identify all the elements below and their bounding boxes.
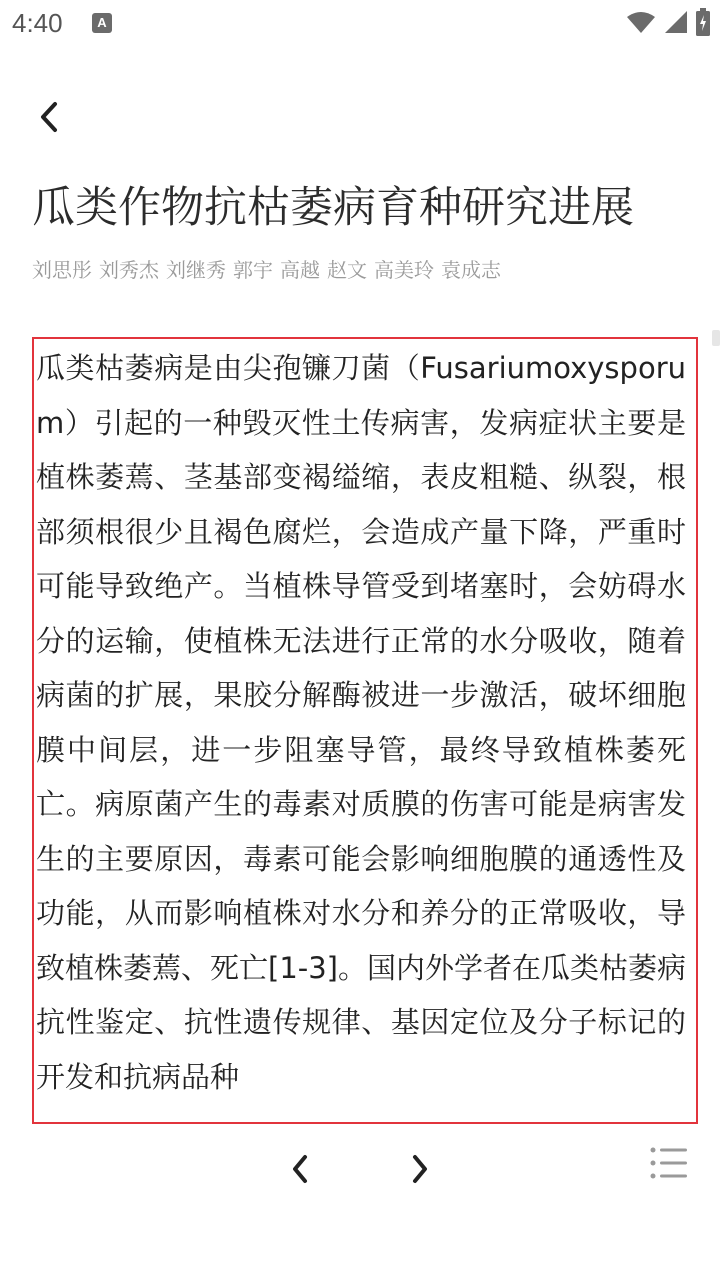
author-name[interactable]: 赵文 bbox=[327, 258, 367, 282]
status-time: 4:40 bbox=[12, 8, 63, 38]
author-name[interactable]: 高美玲 bbox=[374, 258, 434, 282]
table-of-contents-button[interactable] bbox=[644, 1142, 694, 1188]
a-keyboard-icon: A bbox=[92, 13, 112, 33]
back-button[interactable] bbox=[26, 96, 72, 142]
author-name[interactable]: 刘继秀 bbox=[166, 258, 226, 282]
list-icon bbox=[650, 1146, 688, 1184]
status-bar bbox=[0, 0, 720, 50]
status-icons bbox=[626, 10, 710, 38]
wifi-icon bbox=[626, 10, 656, 38]
signal-icon bbox=[664, 10, 688, 38]
article-title: 瓜类作物抗枯萎病育种研究进展 bbox=[32, 183, 634, 233]
chevron-right-icon bbox=[411, 1154, 429, 1188]
scroll-indicator[interactable] bbox=[712, 330, 720, 346]
article-paragraph: 瓜类枯萎病是由尖孢镰刀菌（Fusariumoxysporum）引起的一种毁灭性土传病害，发病症状主要是植株萎蔫、茎基部变褐缢缩，表皮粗糙、纵裂，根部须根很少且褐色腐烂，会造成产量下降，严重时可能导致绝产。当植株导管受到堵塞时，会妨碍水分的运输，使植株无法进行正常的水分吸收，随着病菌的扩展，果胶分解酶被进一步激活，破坏细胞膜中间层，进一步阻塞导管，最终导致植株萎死亡。病原菌产生的毒素对质膜的伤害可能是病害发生的主要原因，毒素可能会影响细胞膜的通透性及功能，从而影响植株对水分和养分的正常吸收，导致植株萎蔫、死亡[1-3]。国内外学者在瓜类枯萎病抗性鉴定、抗性遗传规律、基因定位及分子标记的开发和抗病品种 bbox=[36, 351, 686, 1094]
author-name[interactable]: 袁成志 bbox=[441, 258, 501, 282]
battery-charging-icon bbox=[696, 8, 710, 40]
chevron-left-icon bbox=[39, 101, 59, 137]
chevron-left-icon bbox=[291, 1154, 309, 1188]
author-name[interactable]: 刘秀杰 bbox=[99, 258, 159, 282]
author-list bbox=[32, 256, 692, 284]
previous-page-button[interactable] bbox=[278, 1148, 322, 1194]
author-name[interactable]: 郭宇 bbox=[233, 258, 273, 282]
author-name[interactable]: 高越 bbox=[280, 258, 320, 282]
article-content-frame[interactable] bbox=[32, 337, 698, 1124]
next-page-button[interactable] bbox=[398, 1148, 442, 1194]
author-name[interactable]: 刘思彤 bbox=[32, 258, 92, 282]
